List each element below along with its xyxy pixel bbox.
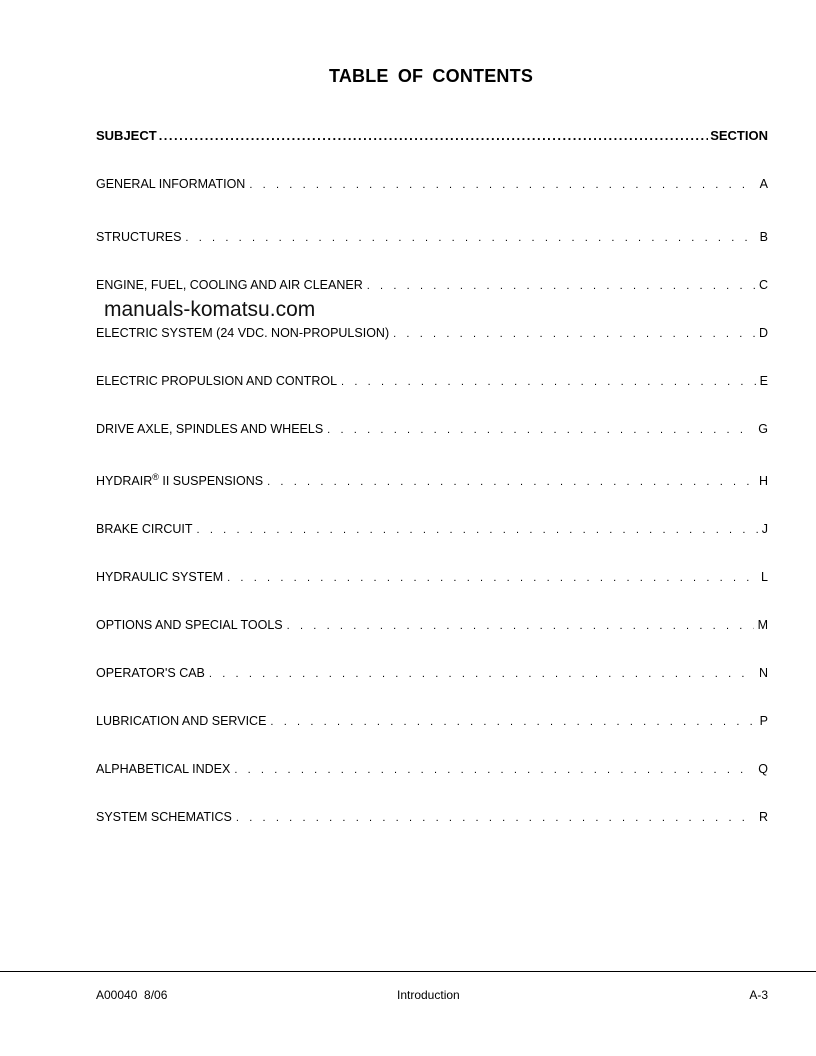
toc-entry-hydraulic-system[interactable] [96, 570, 768, 584]
dot-leader [393, 328, 755, 340]
entry-section[interactable]: P [759, 714, 768, 728]
footer-page-number: A-3 [749, 988, 768, 1002]
dot-leader [197, 524, 758, 536]
entry-label[interactable]: STRUCTURES [96, 230, 182, 244]
entry-label[interactable]: LUBRICATION AND SERVICE [96, 714, 267, 728]
entry-section[interactable]: H [758, 474, 768, 488]
dot-leader [234, 764, 754, 776]
dot-leader [270, 716, 755, 728]
toc-header-row [96, 128, 768, 143]
entry-section[interactable]: R [758, 810, 768, 824]
entry-label[interactable]: OPERATOR'S CAB [96, 666, 205, 680]
entry-label[interactable]: ENGINE, FUEL, COOLING AND AIR CLEANER [96, 278, 363, 292]
toc-entry-structures[interactable] [96, 230, 768, 244]
toc-entry-engine[interactable] [96, 278, 768, 292]
toc-entry-electric-propulsion[interactable] [96, 374, 768, 388]
dot-leader [327, 424, 754, 436]
entry-label[interactable]: ELECTRIC PROPULSION AND CONTROL [96, 374, 338, 388]
toc-entry-electric-system[interactable] [96, 326, 768, 340]
toc-entry-general-information[interactable] [96, 177, 768, 191]
entry-section[interactable]: L [761, 570, 768, 584]
entry-label[interactable]: HYDRAULIC SYSTEM [96, 570, 224, 584]
page-title: TABLE OF CONTENTS [328, 66, 534, 86]
toc-entry-drive-axle[interactable] [96, 422, 768, 436]
entry-section[interactable]: E [759, 374, 768, 388]
dot-leader [341, 376, 756, 388]
entry-label[interactable]: SYSTEM SCHEMATICS [96, 810, 232, 824]
entry-label[interactable]: DRIVE AXLE, SPINDLES AND WHEELS [96, 422, 324, 436]
entry-label[interactable]: GENERAL INFORMATION [96, 177, 246, 191]
entry-section[interactable]: Q [758, 762, 768, 776]
dot-leader [185, 232, 755, 244]
toc-entry-brake-circuit[interactable] [96, 522, 768, 536]
footer-doc-id: A00040 8/06 [96, 988, 168, 1002]
entry-label[interactable]: OPTIONS AND SPECIAL TOOLS [96, 618, 283, 632]
registered-mark: ® [152, 471, 159, 482]
entry-label[interactable]: BRAKE CIRCUIT [96, 522, 193, 536]
entry-label-part: HYDRAIR [96, 474, 153, 488]
dot-leader [236, 812, 755, 824]
dot-leader [209, 668, 755, 680]
entry-label[interactable] [96, 471, 264, 488]
toc-entry-options[interactable] [96, 618, 768, 632]
dot-leader [367, 280, 755, 292]
toc-entry-operators-cab[interactable] [96, 666, 768, 680]
toc-entry-alphabetical-index[interactable] [96, 762, 768, 776]
dot-leader [159, 128, 709, 143]
toc-entry-hydrair-suspensions[interactable] [96, 471, 768, 488]
entry-label-part: II SUSPENSIONS [158, 474, 264, 488]
entry-label[interactable]: ELECTRIC SYSTEM (24 VDC. NON-PROPULSION) [96, 326, 390, 340]
toc-entry-lubrication[interactable] [96, 714, 768, 728]
dot-leader [227, 572, 757, 584]
footer-divider [0, 971, 816, 972]
entry-label[interactable]: ALPHABETICAL INDEX [96, 762, 231, 776]
entry-section[interactable]: D [758, 326, 768, 340]
watermark: manuals-komatsu.com [104, 298, 316, 321]
subject-column-label: SUBJECT [96, 128, 157, 143]
dot-leader [287, 620, 754, 632]
entry-section[interactable]: C [758, 278, 768, 292]
entry-section[interactable]: A [759, 177, 768, 191]
entry-section[interactable]: B [759, 230, 768, 244]
entry-section[interactable]: J [761, 522, 768, 536]
dot-leader [267, 476, 755, 488]
toc-entry-system-schematics[interactable] [96, 810, 768, 824]
entry-section[interactable]: N [758, 666, 768, 680]
footer-chapter: Introduction [397, 988, 460, 1002]
entry-section[interactable]: M [757, 618, 768, 632]
section-column-label: SECTION [710, 128, 768, 143]
entry-section[interactable]: G [758, 422, 768, 436]
dot-leader [249, 179, 755, 191]
